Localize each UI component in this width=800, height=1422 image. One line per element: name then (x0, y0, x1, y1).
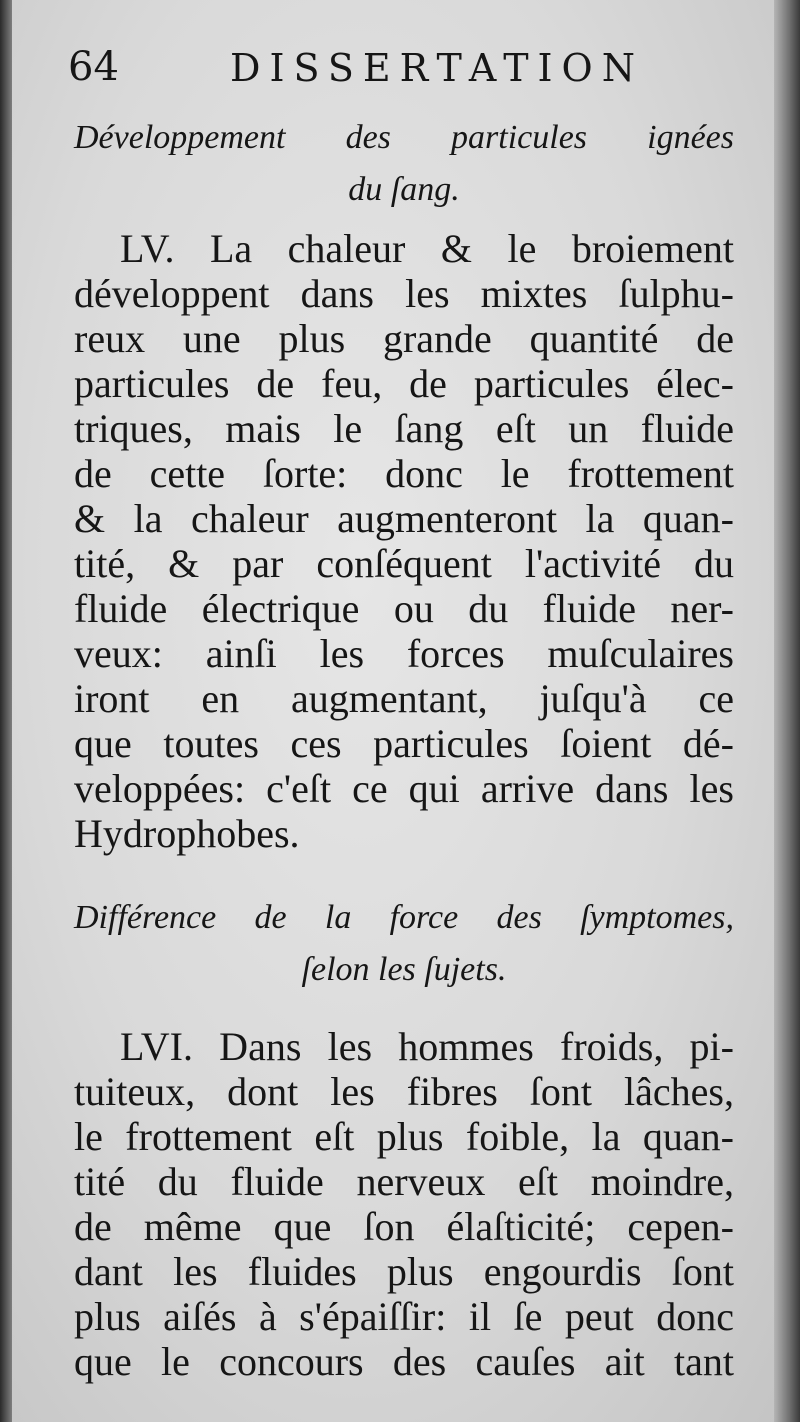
page-number: 64 (68, 44, 119, 90)
text-line: Hydrophobes. (74, 811, 300, 856)
text-line: que le concours des cauſes ait tant (74, 1339, 734, 1384)
text-line: fluide électrique ou du fluide ner- (74, 586, 734, 631)
text-line: tité du fluide nerveux eſt moindre, (74, 1159, 734, 1204)
text-line: & la chaleur augmenteront la quan- (74, 496, 734, 541)
page-edge-shadow (774, 0, 800, 1422)
section-heading (74, 892, 734, 996)
text-line: veux: ainſi les forces muſculaires (74, 631, 734, 676)
running-title: DISSERTATION (230, 46, 644, 90)
text-line: plus aiſés à s'épaiſſir: il ſe peut donc (74, 1294, 734, 1339)
section-heading (74, 112, 734, 216)
text-line: iront en augmentant, juſqu'à ce (74, 676, 734, 721)
page-content (68, 40, 734, 1384)
text-line: que toutes ces particules ſoient dé- (74, 721, 734, 766)
heading-line: ſelon les ſujets. (301, 951, 507, 988)
paragraph (74, 226, 734, 856)
text-line: particules de feu, de particules élec- (74, 361, 734, 406)
heading-line: Développement des particules ignées (74, 119, 734, 156)
text-line: tité, & par conſéquent l'activité du (74, 541, 734, 586)
text-line: reux une plus grande quantité de (74, 316, 734, 361)
heading-line: Différence de la force des ſymptomes, (74, 899, 734, 936)
text-line: de cette ſorte: donc le frottement (74, 451, 734, 496)
text-line: tuiteux, dont les fibres ſont lâches, (74, 1069, 734, 1114)
text-line: LV. La chaleur & le broiement (120, 226, 734, 271)
text-line: triques, mais le ſang eſt un fluide (74, 406, 734, 451)
paragraph (74, 1024, 734, 1384)
running-head (68, 40, 734, 106)
text-line: LVI. Dans les hommes froids, pi- (120, 1024, 734, 1069)
text-line: développent dans les mixtes ſulphu- (74, 271, 734, 316)
heading-line: du ſang. (348, 171, 460, 208)
text-line: le frottement eſt plus foible, la quan- (74, 1114, 734, 1159)
text-line: veloppées: c'eſt ce qui arrive dans les (74, 766, 734, 811)
text-line: de même que ſon élaſticité; cepen- (74, 1204, 734, 1249)
text-line: dant les fluides plus engourdis ſont (74, 1249, 734, 1294)
